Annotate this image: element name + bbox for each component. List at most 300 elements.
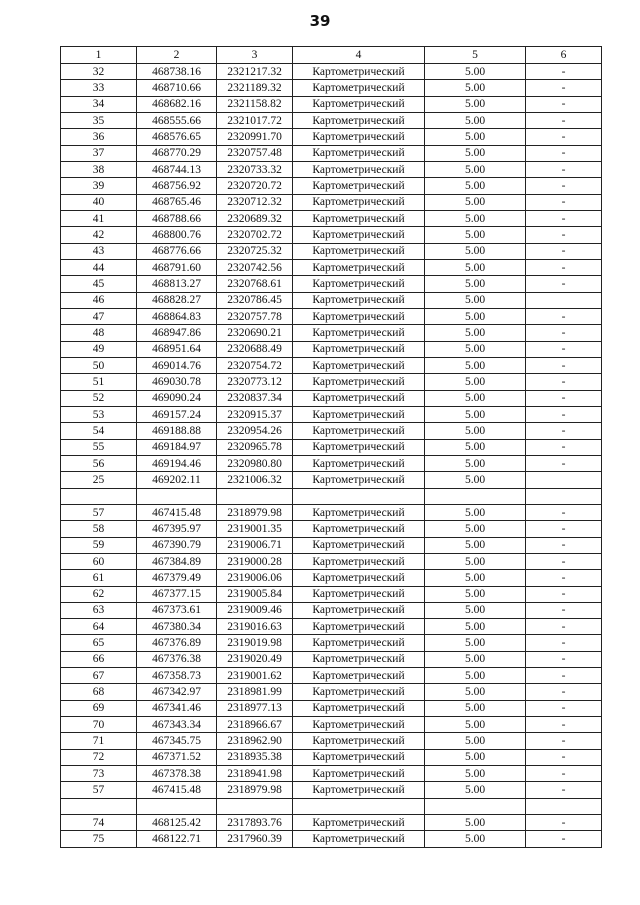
y-coordinate-cell: 2321158.82 <box>217 96 293 112</box>
method-cell: Картометрический <box>293 161 425 177</box>
table-row <box>61 80 602 96</box>
method-cell: Картометрический <box>293 406 425 422</box>
method-cell: Картометрический <box>293 586 425 602</box>
y-coordinate-cell: 2320786.45 <box>217 292 293 308</box>
y-coordinate-cell <box>217 488 293 504</box>
note-cell: - <box>526 570 602 586</box>
point-number-cell: 59 <box>61 537 137 553</box>
accuracy-cell: 5.00 <box>425 815 526 831</box>
note-cell: - <box>526 537 602 553</box>
y-coordinate-cell: 2320690.21 <box>217 325 293 341</box>
table-row <box>61 488 602 504</box>
method-cell: Картометрический <box>293 537 425 553</box>
note-cell: - <box>526 243 602 259</box>
table-row <box>61 455 602 471</box>
x-coordinate-cell <box>137 798 217 814</box>
y-coordinate-cell: 2320965.78 <box>217 439 293 455</box>
method-cell: Картометрический <box>293 390 425 406</box>
table-row <box>61 423 602 439</box>
y-coordinate-cell: 2318966.67 <box>217 717 293 733</box>
accuracy-cell: 5.00 <box>425 80 526 96</box>
x-coordinate-cell: 467415.48 <box>137 782 217 798</box>
x-coordinate-cell: 468864.83 <box>137 308 217 324</box>
y-coordinate-cell: 2320702.72 <box>217 227 293 243</box>
header-cell: 1 <box>61 47 137 64</box>
x-coordinate-cell: 467376.38 <box>137 651 217 667</box>
point-number-cell: 46 <box>61 292 137 308</box>
method-cell: Картометрический <box>293 504 425 520</box>
accuracy-cell: 5.00 <box>425 782 526 798</box>
accuracy-cell <box>425 488 526 504</box>
y-coordinate-cell: 2320742.56 <box>217 259 293 275</box>
accuracy-cell: 5.00 <box>425 733 526 749</box>
note-cell: - <box>526 308 602 324</box>
x-coordinate-cell: 468776.66 <box>137 243 217 259</box>
table-row <box>61 406 602 422</box>
accuracy-cell: 5.00 <box>425 292 526 308</box>
point-number-cell: 52 <box>61 390 137 406</box>
accuracy-cell: 5.00 <box>425 357 526 373</box>
accuracy-cell: 5.00 <box>425 586 526 602</box>
table-row <box>61 96 602 112</box>
accuracy-cell: 5.00 <box>425 684 526 700</box>
table-row <box>61 831 602 847</box>
table-row <box>61 766 602 782</box>
header-cell: 6 <box>526 47 602 64</box>
y-coordinate-cell: 2320757.78 <box>217 308 293 324</box>
y-coordinate-cell: 2320915.37 <box>217 406 293 422</box>
point-number-cell: 48 <box>61 325 137 341</box>
point-number-cell: 56 <box>61 455 137 471</box>
point-number-cell: 64 <box>61 619 137 635</box>
method-cell: Картометрический <box>293 292 425 308</box>
accuracy-cell: 5.00 <box>425 504 526 520</box>
point-number-cell: 40 <box>61 194 137 210</box>
y-coordinate-cell: 2320991.70 <box>217 129 293 145</box>
accuracy-cell: 5.00 <box>425 178 526 194</box>
x-coordinate-cell <box>137 488 217 504</box>
point-number-cell: 25 <box>61 472 137 488</box>
table-row <box>61 276 602 292</box>
note-cell: - <box>526 96 602 112</box>
x-coordinate-cell: 467342.97 <box>137 684 217 700</box>
note-cell: - <box>526 831 602 847</box>
note-cell: - <box>526 341 602 357</box>
y-coordinate-cell: 2321017.72 <box>217 112 293 128</box>
y-coordinate-cell: 2318977.13 <box>217 700 293 716</box>
x-coordinate-cell: 468576.65 <box>137 129 217 145</box>
table-row <box>61 112 602 128</box>
x-coordinate-cell: 469030.78 <box>137 374 217 390</box>
x-coordinate-cell: 468710.66 <box>137 80 217 96</box>
table-row <box>61 504 602 520</box>
method-cell: Картометрический <box>293 80 425 96</box>
x-coordinate-cell: 467384.89 <box>137 553 217 569</box>
y-coordinate-cell: 2321217.32 <box>217 64 293 80</box>
note-cell: - <box>526 210 602 226</box>
point-number-cell: 61 <box>61 570 137 586</box>
accuracy-cell: 5.00 <box>425 766 526 782</box>
table-row <box>61 717 602 733</box>
point-number-cell: 72 <box>61 749 137 765</box>
y-coordinate-cell <box>217 798 293 814</box>
table-row <box>61 439 602 455</box>
y-coordinate-cell: 2319000.28 <box>217 553 293 569</box>
y-coordinate-cell: 2319019.98 <box>217 635 293 651</box>
note-cell: - <box>526 439 602 455</box>
accuracy-cell: 5.00 <box>425 374 526 390</box>
x-coordinate-cell: 468947.86 <box>137 325 217 341</box>
point-number-cell: 63 <box>61 602 137 618</box>
method-cell: Картометрический <box>293 64 425 80</box>
method-cell: Картометрический <box>293 749 425 765</box>
header-cell: 5 <box>425 47 526 64</box>
method-cell: Картометрический <box>293 178 425 194</box>
x-coordinate-cell: 467376.89 <box>137 635 217 651</box>
accuracy-cell: 5.00 <box>425 341 526 357</box>
table-row <box>61 749 602 765</box>
method-cell: Картометрический <box>293 619 425 635</box>
x-coordinate-cell: 467345.75 <box>137 733 217 749</box>
note-cell: - <box>526 64 602 80</box>
point-number-cell: 34 <box>61 96 137 112</box>
table-row <box>61 521 602 537</box>
point-number-cell: 39 <box>61 178 137 194</box>
x-coordinate-cell: 468765.46 <box>137 194 217 210</box>
accuracy-cell: 5.00 <box>425 717 526 733</box>
method-cell: Картометрический <box>293 766 425 782</box>
x-coordinate-cell: 468813.27 <box>137 276 217 292</box>
point-number-cell: 38 <box>61 161 137 177</box>
x-coordinate-cell: 467395.97 <box>137 521 217 537</box>
x-coordinate-cell: 468788.66 <box>137 210 217 226</box>
table-row <box>61 668 602 684</box>
accuracy-cell: 5.00 <box>425 423 526 439</box>
y-coordinate-cell: 2319006.06 <box>217 570 293 586</box>
accuracy-cell: 5.00 <box>425 700 526 716</box>
point-number-cell: 58 <box>61 521 137 537</box>
y-coordinate-cell: 2320980.80 <box>217 455 293 471</box>
table-row <box>61 684 602 700</box>
point-number-cell: 71 <box>61 733 137 749</box>
table-row <box>61 815 602 831</box>
point-number-cell: 32 <box>61 64 137 80</box>
table-row <box>61 161 602 177</box>
note-cell: - <box>526 390 602 406</box>
note-cell: - <box>526 553 602 569</box>
method-cell: Картометрический <box>293 700 425 716</box>
x-coordinate-cell: 468738.16 <box>137 64 217 80</box>
accuracy-cell: 5.00 <box>425 602 526 618</box>
accuracy-cell <box>425 798 526 814</box>
method-cell: Картометрический <box>293 227 425 243</box>
accuracy-cell: 5.00 <box>425 129 526 145</box>
point-number-cell: 62 <box>61 586 137 602</box>
y-coordinate-cell: 2319009.46 <box>217 602 293 618</box>
point-number-cell: 73 <box>61 766 137 782</box>
point-number-cell: 57 <box>61 504 137 520</box>
x-coordinate-cell: 468125.42 <box>137 815 217 831</box>
point-number-cell: 42 <box>61 227 137 243</box>
table-row <box>61 129 602 145</box>
y-coordinate-cell: 2318935.38 <box>217 749 293 765</box>
y-coordinate-cell: 2320720.72 <box>217 178 293 194</box>
table-row <box>61 651 602 667</box>
x-coordinate-cell: 468800.76 <box>137 227 217 243</box>
table-row <box>61 64 602 80</box>
y-coordinate-cell: 2317893.76 <box>217 815 293 831</box>
table-row <box>61 292 602 308</box>
table-row <box>61 227 602 243</box>
note-cell: - <box>526 161 602 177</box>
method-cell: Картометрический <box>293 668 425 684</box>
table-row <box>61 635 602 651</box>
method-cell: Картометрический <box>293 325 425 341</box>
method-cell: Картометрический <box>293 717 425 733</box>
method-cell: Картометрический <box>293 145 425 161</box>
table-row <box>61 586 602 602</box>
method-cell <box>293 488 425 504</box>
table-row <box>61 259 602 275</box>
y-coordinate-cell: 2319005.84 <box>217 586 293 602</box>
table-row <box>61 374 602 390</box>
x-coordinate-cell: 468682.16 <box>137 96 217 112</box>
y-coordinate-cell: 2320754.72 <box>217 357 293 373</box>
accuracy-cell: 5.00 <box>425 145 526 161</box>
accuracy-cell: 5.00 <box>425 537 526 553</box>
y-coordinate-cell: 2318941.98 <box>217 766 293 782</box>
method-cell: Картометрический <box>293 423 425 439</box>
header-cell: 3 <box>217 47 293 64</box>
point-number-cell: 75 <box>61 831 137 847</box>
note-cell: - <box>526 684 602 700</box>
note-cell: - <box>526 259 602 275</box>
y-coordinate-cell: 2320837.34 <box>217 390 293 406</box>
note-cell: - <box>526 374 602 390</box>
table-row <box>61 325 602 341</box>
x-coordinate-cell: 469014.76 <box>137 357 217 373</box>
note-cell: - <box>526 178 602 194</box>
point-number-cell: 67 <box>61 668 137 684</box>
point-number-cell: 54 <box>61 423 137 439</box>
point-number-cell: 37 <box>61 145 137 161</box>
table-row <box>61 733 602 749</box>
point-number-cell <box>61 798 137 814</box>
point-number-cell: 47 <box>61 308 137 324</box>
point-number-cell: 45 <box>61 276 137 292</box>
accuracy-cell: 5.00 <box>425 259 526 275</box>
point-number-cell: 57 <box>61 782 137 798</box>
y-coordinate-cell: 2318979.98 <box>217 782 293 798</box>
method-cell: Картометрический <box>293 733 425 749</box>
y-coordinate-cell: 2318979.98 <box>217 504 293 520</box>
table-row <box>61 243 602 259</box>
accuracy-cell: 5.00 <box>425 749 526 765</box>
method-cell: Картометрический <box>293 129 425 145</box>
header-cell: 2 <box>137 47 217 64</box>
x-coordinate-cell: 467341.46 <box>137 700 217 716</box>
note-cell: - <box>526 782 602 798</box>
x-coordinate-cell: 467343.34 <box>137 717 217 733</box>
accuracy-cell: 5.00 <box>425 227 526 243</box>
note-cell: - <box>526 145 602 161</box>
x-coordinate-cell: 468951.64 <box>137 341 217 357</box>
y-coordinate-cell: 2320954.26 <box>217 423 293 439</box>
accuracy-cell: 5.00 <box>425 308 526 324</box>
x-coordinate-cell: 467379.49 <box>137 570 217 586</box>
accuracy-cell: 5.00 <box>425 96 526 112</box>
note-cell <box>526 472 602 488</box>
method-cell: Картометрический <box>293 243 425 259</box>
method-cell: Картометрический <box>293 831 425 847</box>
note-cell: - <box>526 423 602 439</box>
x-coordinate-cell: 469202.11 <box>137 472 217 488</box>
table-row <box>61 194 602 210</box>
method-cell: Картометрический <box>293 635 425 651</box>
method-cell: Картометрический <box>293 112 425 128</box>
method-cell: Картометрический <box>293 374 425 390</box>
accuracy-cell: 5.00 <box>425 472 526 488</box>
point-number-cell: 68 <box>61 684 137 700</box>
table-row <box>61 390 602 406</box>
method-cell: Картометрический <box>293 194 425 210</box>
y-coordinate-cell: 2318962.90 <box>217 733 293 749</box>
table-row <box>61 145 602 161</box>
accuracy-cell: 5.00 <box>425 619 526 635</box>
note-cell: - <box>526 227 602 243</box>
note-cell: - <box>526 749 602 765</box>
table-row <box>61 700 602 716</box>
x-coordinate-cell: 467415.48 <box>137 504 217 520</box>
accuracy-cell: 5.00 <box>425 553 526 569</box>
note-cell: - <box>526 357 602 373</box>
table-row <box>61 537 602 553</box>
x-coordinate-cell: 469184.97 <box>137 439 217 455</box>
accuracy-cell: 5.00 <box>425 325 526 341</box>
note-cell: - <box>526 651 602 667</box>
note-cell: - <box>526 815 602 831</box>
y-coordinate-cell: 2320768.61 <box>217 276 293 292</box>
accuracy-cell: 5.00 <box>425 651 526 667</box>
method-cell: Картометрический <box>293 570 425 586</box>
note-cell: - <box>526 602 602 618</box>
note-cell <box>526 488 602 504</box>
y-coordinate-cell: 2320712.32 <box>217 194 293 210</box>
accuracy-cell: 5.00 <box>425 276 526 292</box>
method-cell: Картометрический <box>293 815 425 831</box>
x-coordinate-cell: 467380.34 <box>137 619 217 635</box>
accuracy-cell: 5.00 <box>425 455 526 471</box>
method-cell: Картометрический <box>293 782 425 798</box>
note-cell: - <box>526 717 602 733</box>
table-row <box>61 357 602 373</box>
x-coordinate-cell: 469090.24 <box>137 390 217 406</box>
method-cell: Картометрический <box>293 308 425 324</box>
y-coordinate-cell: 2319001.62 <box>217 668 293 684</box>
accuracy-cell: 5.00 <box>425 64 526 80</box>
note-cell: - <box>526 521 602 537</box>
accuracy-cell: 5.00 <box>425 570 526 586</box>
note-cell <box>526 292 602 308</box>
method-cell: Картометрический <box>293 276 425 292</box>
header-cell: 4 <box>293 47 425 64</box>
method-cell: Картометрический <box>293 210 425 226</box>
method-cell: Картометрический <box>293 521 425 537</box>
x-coordinate-cell: 468770.29 <box>137 145 217 161</box>
table-body <box>61 47 602 848</box>
accuracy-cell: 5.00 <box>425 112 526 128</box>
note-cell: - <box>526 194 602 210</box>
point-number-cell <box>61 488 137 504</box>
accuracy-cell: 5.00 <box>425 194 526 210</box>
x-coordinate-cell: 468744.13 <box>137 161 217 177</box>
point-number-cell: 65 <box>61 635 137 651</box>
note-cell: - <box>526 635 602 651</box>
y-coordinate-cell: 2320733.32 <box>217 161 293 177</box>
accuracy-cell: 5.00 <box>425 439 526 455</box>
note-cell: - <box>526 129 602 145</box>
table-row <box>61 798 602 814</box>
note-cell: - <box>526 700 602 716</box>
y-coordinate-cell: 2319020.49 <box>217 651 293 667</box>
table-row <box>61 782 602 798</box>
method-cell: Картометрический <box>293 96 425 112</box>
method-cell <box>293 798 425 814</box>
y-coordinate-cell: 2320725.32 <box>217 243 293 259</box>
page-number: 39 <box>309 12 331 30</box>
table-row <box>61 570 602 586</box>
table-header-row <box>61 47 602 64</box>
accuracy-cell: 5.00 <box>425 831 526 847</box>
point-number-cell: 33 <box>61 80 137 96</box>
x-coordinate-cell: 468828.27 <box>137 292 217 308</box>
note-cell: - <box>526 112 602 128</box>
note-cell: - <box>526 455 602 471</box>
point-number-cell: 35 <box>61 112 137 128</box>
coordinates-table <box>60 46 602 848</box>
point-number-cell: 43 <box>61 243 137 259</box>
x-coordinate-cell: 467373.61 <box>137 602 217 618</box>
note-cell: - <box>526 325 602 341</box>
point-number-cell: 74 <box>61 815 137 831</box>
note-cell <box>526 798 602 814</box>
point-number-cell: 51 <box>61 374 137 390</box>
point-number-cell: 41 <box>61 210 137 226</box>
table-row <box>61 341 602 357</box>
note-cell: - <box>526 504 602 520</box>
x-coordinate-cell: 467358.73 <box>137 668 217 684</box>
note-cell: - <box>526 733 602 749</box>
point-number-cell: 36 <box>61 129 137 145</box>
y-coordinate-cell: 2320689.32 <box>217 210 293 226</box>
method-cell: Картометрический <box>293 357 425 373</box>
note-cell: - <box>526 586 602 602</box>
y-coordinate-cell: 2321189.32 <box>217 80 293 96</box>
y-coordinate-cell: 2320773.12 <box>217 374 293 390</box>
accuracy-cell: 5.00 <box>425 521 526 537</box>
accuracy-cell: 5.00 <box>425 668 526 684</box>
point-number-cell: 44 <box>61 259 137 275</box>
x-coordinate-cell: 469188.88 <box>137 423 217 439</box>
point-number-cell: 49 <box>61 341 137 357</box>
accuracy-cell: 5.00 <box>425 406 526 422</box>
accuracy-cell: 5.00 <box>425 243 526 259</box>
note-cell: - <box>526 668 602 684</box>
accuracy-cell: 5.00 <box>425 161 526 177</box>
x-coordinate-cell: 468122.71 <box>137 831 217 847</box>
y-coordinate-cell: 2321006.32 <box>217 472 293 488</box>
method-cell: Картометрический <box>293 651 425 667</box>
